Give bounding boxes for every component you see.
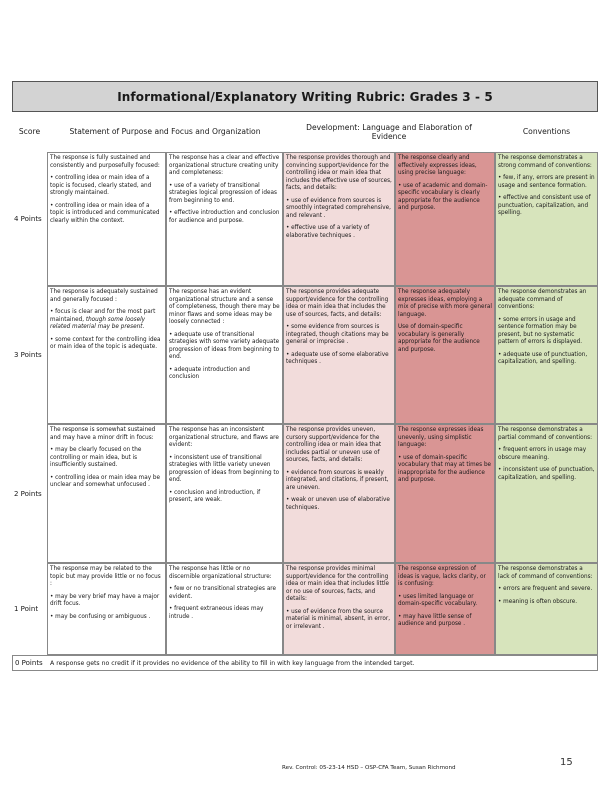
rubric-text: The response has little or no discernible organizational structure: — [169, 566, 272, 580]
development-cell — [283, 152, 395, 286]
rubric-text: The response expression of ideas is vague, lacks clarity, or is confusing: — [398, 566, 486, 588]
rubric-text: • adequate use of transitional strategies with some variety adequate progression of ideas from beginning to end. — [169, 331, 280, 361]
purpose-cell — [47, 152, 166, 286]
header-development: Development: Language and Elaboration of Evidence — [306, 122, 472, 141]
rubric-text: The response provides uneven, cursory support/evidence for the controlling idea or main idea that includes partial or uneven use of sources, facts, and details: — [286, 427, 382, 464]
rubric-text: • errors are frequent and severe. — [498, 586, 593, 593]
rubric-text: Use of domain-specific vocabulary is generally appropriate for the audience and purpose. — [398, 324, 480, 353]
zero-score: 0 Points — [15, 659, 43, 667]
rubric-text: The response provides thorough and convincing support/evidence for the controlling idea or main idea that includes the effective use of sources, facts, and details: — [286, 155, 392, 192]
rubric-text: The response is adequately sustained and generally focused : — [50, 289, 158, 303]
rubric-text: • conclusion and introduction, if present, are weak. — [169, 489, 261, 504]
rubric-text: • uses limited language or domain-specific vocabulary. — [398, 593, 478, 608]
rubric-text: • use of evidence from sources is smoothly integrated comprehensive, and relevant . — [286, 197, 391, 219]
rubric-text: • may be confusing or ambiguous . — [50, 613, 151, 620]
zero-text: A response gets no credit if it provides no evidence of the ability to fill in with key language from the intended target. — [50, 659, 415, 667]
purpose-cell — [47, 563, 166, 655]
language-cell — [395, 563, 495, 655]
rubric-text: • controlling idea or main idea of a topic is focused, clearly stated, and strongly maintained. — [50, 175, 152, 197]
rubric-text: • adequate introduction and conclusion — [169, 366, 250, 381]
purpose-cell — [47, 286, 166, 424]
score-label: 4 Points — [14, 215, 42, 223]
score-label: 2 Points — [14, 489, 42, 498]
language-cell — [395, 286, 495, 424]
conventions-cell — [495, 424, 598, 563]
rubric-text: • inconsistent use of punctuation, capitalization, and spelling. — [498, 467, 595, 481]
header-conventions: Conventions — [522, 127, 571, 137]
rubric-title: Informational/Explanatory Writing Rubric: Grades 3 - 5 — [12, 81, 598, 112]
rubric-text: The response adequately expresses ideas, employing a mix of precise with more general language. — [398, 289, 492, 318]
organization-cell — [166, 286, 283, 424]
rubric-text: • inconsistent use of transitional strategies with little variety uneven progression of ideas from beginning to end. — [169, 454, 280, 484]
zero-points-row — [12, 655, 598, 671]
rubric-text: • some errors in usage and sentence formation may be present, but no systematic pattern of errors is displayed. — [498, 316, 582, 346]
rubric-text: The response demonstrates an adequate command of conventions: — [498, 289, 587, 311]
rubric-text: • controlling idea or main idea of a topic is introduced and communicated clearly within the context. — [50, 202, 160, 224]
organization-cell — [166, 563, 283, 655]
rubric-text: The response demonstrates a lack of command of conventions: — [498, 566, 593, 580]
rubric-text: The response provides minimal support/evidence for the controlling idea or main idea that includes little or no use of sources, facts, and details: — [286, 566, 390, 603]
rubric-text: The response has an evident organizational structure and a sense of completeness, though there may be minor flaws and some ideas may be loosely connected : — [169, 289, 280, 326]
rubric-text: • use of a variety of transitional strategies logical progression of ideas from beginning to end. — [169, 182, 277, 204]
rubric-text: • evidence from sources is weakly integrated, and citations, if present, are uneven. — [286, 469, 389, 491]
development-cell — [283, 286, 395, 424]
rubric-text: • some context for the controlling idea or main idea of the topic is adequate. — [50, 336, 161, 351]
conventions-cell — [495, 563, 598, 655]
page-number: 15 — [560, 757, 573, 768]
rubric-text: The response has a clear and effective organizational structure creating unity and completeness: — [169, 155, 280, 177]
rubric-text: • effective introduction and conclusion for audience and purpose. — [169, 210, 280, 224]
rubric-text: • effective use of a variety of elaborative techniques . — [286, 225, 370, 239]
rubric-text: • effective and consistent use of punctuation, capitalization, and spelling. — [498, 195, 591, 217]
rubric-text: • may be clearly focused on the controlling or main idea, but is insufficiently sustained. — [50, 447, 142, 469]
rubric-text: • may have little sense of audience and purpose . — [398, 613, 472, 628]
development-cell — [283, 424, 395, 563]
language-cell — [395, 424, 495, 563]
rubric-text: The response may be related to the topic but may provide little or no focus : — [50, 566, 161, 588]
rubric-text: • use of domain-specific vocabulary that may at times be inappropriate for the audience and purpose. — [398, 454, 492, 484]
language-cell — [395, 152, 495, 286]
rubric-text: • frequent extraneous ideas may intrude . — [169, 606, 264, 620]
header-purpose: Statement of Purpose and Focus and Organization — [69, 127, 261, 137]
conventions-cell — [495, 152, 598, 286]
header-score: Score — [18, 127, 41, 137]
score-label: 1 Point — [14, 605, 39, 613]
rubric-text: The response provides adequate support/evidence for the controlling idea or main idea that includes the use of sources, facts, and details: — [286, 289, 389, 318]
italic-phrase: though some loosely related material may be present — [50, 316, 146, 331]
score-label: 3 Points — [14, 351, 42, 359]
rubric-text: The response is fully sustained and consistently and purposefully focused: — [50, 155, 160, 169]
rubric-text: • may be very brief may have a major drift focus. — [50, 593, 160, 608]
rubric-text: The response demonstrates a partial command of conventions: — [498, 427, 593, 441]
rubric-text: • controlling idea or main idea may be unclear and somewhat unfocused . — [50, 474, 160, 489]
purpose-cell — [47, 424, 166, 563]
rubric-text: The response expresses ideas unevenly, using simplistic language: — [398, 427, 484, 449]
rubric-text: The response has an inconsistent organizational structure, and flaws are evident: — [169, 427, 279, 449]
rubric-text: • adequate use of punctuation, capitalization, and spelling. — [498, 351, 588, 366]
organization-cell — [166, 424, 283, 563]
rubric-text: • weak or uneven use of elaborative techniques. — [286, 497, 390, 511]
rubric-text: • use of academic and domain-specific vocabulary is clearly appropriate for the audience and purpose. — [398, 182, 488, 212]
rubric-text: • few or no transitional strategies are evident. — [169, 586, 277, 600]
rubric-text: • frequent errors in usage may obscure meaning. — [498, 447, 587, 461]
rubric-text: The response demonstrates a strong command of conventions: — [498, 155, 592, 169]
rubric-text: • adequate use of some elaborative techniques . — [286, 351, 389, 366]
rubric-text: The response is somewhat sustained and may have a minor drift in focus: — [50, 427, 156, 441]
organization-cell — [166, 152, 283, 286]
rubric-text: • few, if any, errors are present in usage and sentence formation. — [498, 175, 595, 189]
rubric-text: • some evidence from sources is integrated, though citations may be general or imprecise . — [286, 324, 389, 346]
conventions-cell — [495, 286, 598, 424]
development-cell — [283, 563, 395, 655]
rubric-text: • meaning is often obscure. — [498, 598, 578, 605]
rubric-text: • use of evidence from the source material is minimal, absent, in error, or irrelevant . — [286, 608, 391, 630]
footer-revision: Rev. Control: 05-23-14 HSD – OSP-CFA Team, Susan Richmond — [282, 765, 456, 771]
rubric-text: • focus is clear and for the most part maintained, though some loosely related material may be present. — [50, 309, 156, 331]
rubric-text: The response clearly and effectively expresses ideas, using precise language: — [398, 155, 477, 177]
